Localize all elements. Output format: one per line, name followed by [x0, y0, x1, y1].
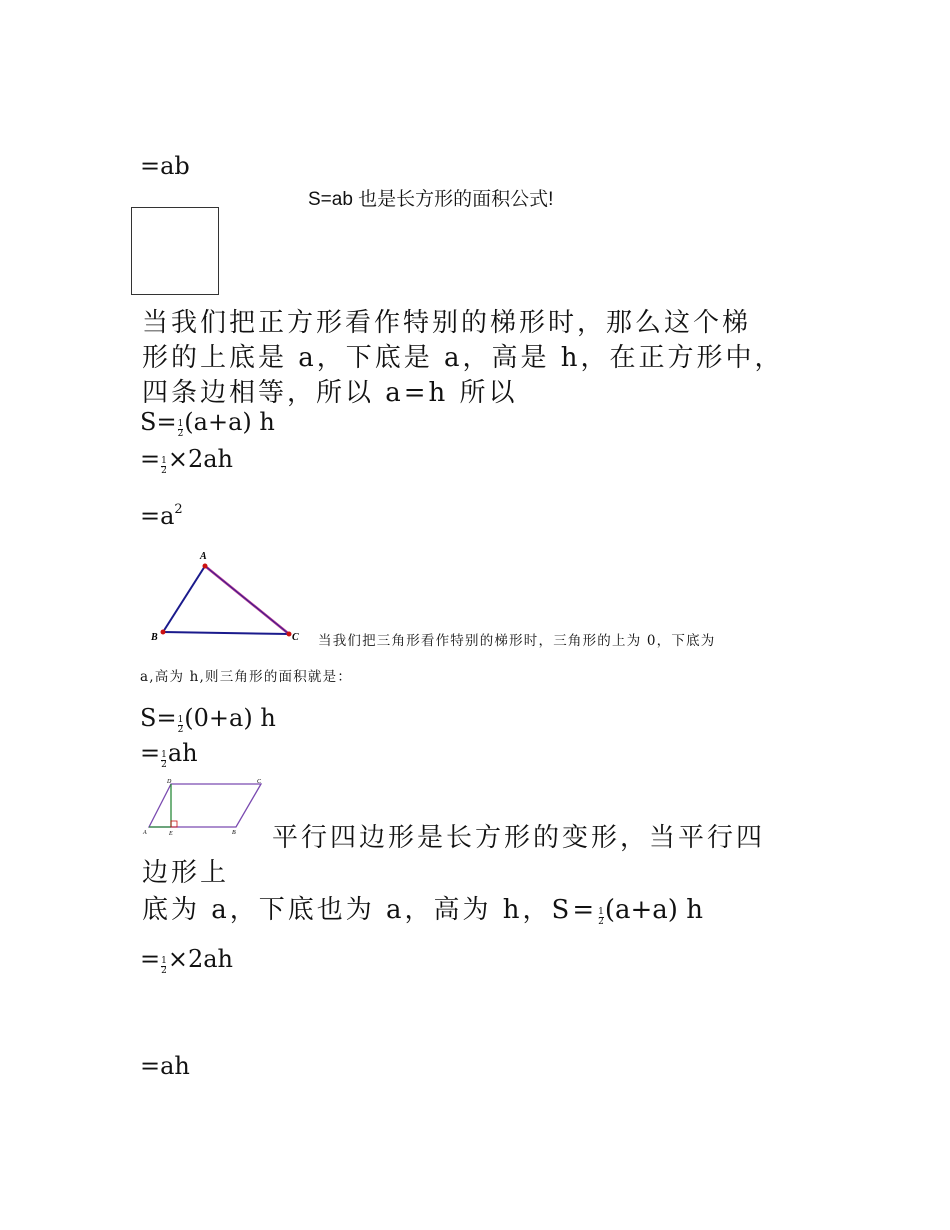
formula-prefix: S=	[140, 704, 177, 732]
formula-base: =a	[140, 502, 175, 530]
label-a: A	[143, 830, 147, 836]
square-paragraph-line-1: 当我们把正方形看作特别的梯形时，那么这个梯	[142, 308, 752, 338]
triangle-formula-line-2	[140, 739, 198, 770]
label-c: C	[257, 779, 262, 785]
formula-suffix: ×2ah	[167, 445, 233, 473]
equation-ab: =ab	[140, 152, 190, 180]
square-paragraph-line-2: 形的上底是 a，下底是 a，高是 h，在正方形中，	[142, 343, 784, 373]
triangle-side-bc	[163, 632, 289, 634]
square-formula-line-2	[140, 445, 233, 476]
equation-ah: =ah	[140, 1052, 190, 1080]
parallelogram-figure	[142, 777, 270, 837]
triangle-side-ac-inner	[205, 566, 289, 634]
label-d: D	[167, 779, 172, 785]
fraction-half: $\frac{1}{2}$	[161, 750, 167, 770]
formula-prefix: =	[140, 739, 161, 767]
label-b: B	[232, 830, 236, 836]
parallelogram-paragraph-line-3	[142, 889, 703, 927]
parallelogram-paragraph-line-2: 边形上	[142, 858, 230, 888]
triangle-formula-line-1	[140, 704, 276, 735]
parallelogram-paragraph-line-1: 平行四边形是长方形的变形，当平行四	[272, 823, 766, 853]
right-angle-mark	[171, 821, 177, 827]
triangle-figure	[148, 548, 308, 648]
formula-prefix: 底为 a，下底也为 a，高为 h，S=	[142, 895, 598, 925]
formula-suffix: ah	[167, 739, 198, 767]
fraction-half: $\frac{1}{2}$	[598, 907, 604, 927]
fraction-half: $\frac{1}{2}$	[161, 956, 167, 976]
square-paragraph-line-3: 四条边相等，所以 a=h 所以	[142, 378, 518, 408]
label-a: A	[200, 551, 207, 562]
square-formula-line-1	[140, 408, 275, 439]
formula-exponent: 2	[174, 502, 183, 517]
fraction-half: $\frac{1}{2}$	[177, 715, 184, 735]
formula-suffix: (a+a) h	[604, 895, 703, 925]
parallelogram-formula-line-2	[140, 945, 233, 976]
triangle-paragraph-line-1: 当我们把三角形看作特别的梯形时，三角形的上为 0，下底为	[318, 633, 716, 649]
fraction-half: $\frac{1}{2}$	[177, 419, 184, 439]
label-e: E	[169, 831, 173, 837]
label-c: C	[292, 632, 299, 643]
formula-suffix: (0+a) h	[184, 704, 276, 732]
label-b: B	[151, 632, 158, 643]
heading-rectangle-formula: S=ab 也是长方形的面积公式!	[308, 189, 554, 210]
formula-suffix: (a+a) h	[184, 408, 275, 436]
triangle-side-ab	[163, 566, 205, 632]
square-figure	[131, 207, 219, 295]
vertex-b	[161, 630, 166, 635]
vertex-c	[287, 632, 292, 637]
formula-prefix: =	[140, 445, 161, 473]
vertex-a	[203, 564, 208, 569]
formula-suffix: ×2ah	[167, 945, 233, 973]
square-formula-line-3	[140, 502, 183, 530]
formula-prefix: S=	[140, 408, 177, 436]
parallelogram-shape	[149, 784, 261, 827]
fraction-half: $\frac{1}{2}$	[161, 456, 167, 476]
triangle-paragraph-line-2: a,高为 h,则三角形的面积就是：	[140, 669, 353, 685]
formula-prefix: =	[140, 945, 161, 973]
